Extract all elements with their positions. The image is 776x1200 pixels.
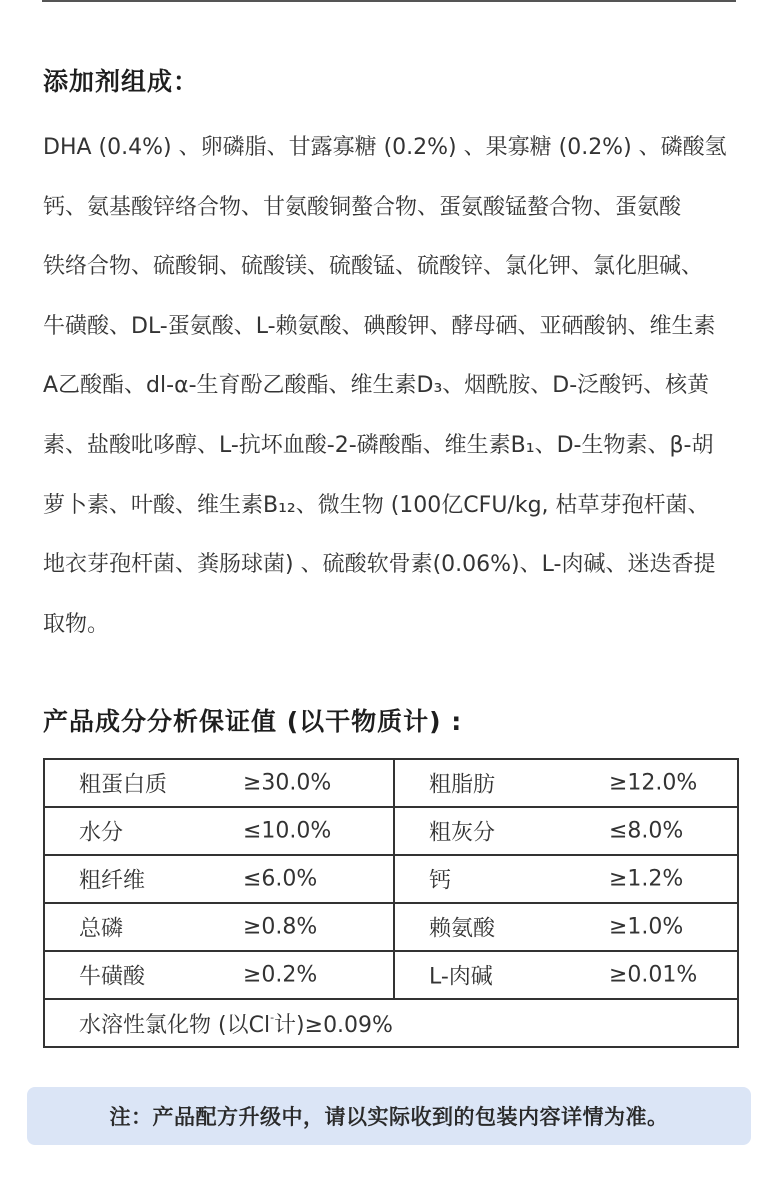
nutrient-value: ≤6.0%	[243, 866, 318, 892]
table-cell	[394, 759, 738, 807]
notice-text: 注：产品配方升级中，请以实际收到的包装内容详情为准。	[109, 1105, 669, 1129]
analysis-title: 产品成分分析保证值 (以干物质计) :	[43, 707, 463, 736]
additives-title: 添加剂组成：	[43, 67, 200, 96]
additives-line: 钙、氨基酸锌络合物、甘氨酸铜螯合物、蛋氨酸锰螯合物、蛋氨酸	[43, 194, 682, 220]
additives-line: 素、盐酸吡哆醇、L-抗坏血酸-2-磷酸酯、维生素B₁、D-生物素、β-胡	[43, 432, 714, 458]
nutrient-name: 钙	[429, 868, 452, 894]
top-divider	[42, 0, 736, 2]
table-row	[44, 951, 738, 999]
nutrient-name: L-肉碱	[429, 964, 493, 990]
additives-line: A乙酸酯、dl-α-生育酚乙酸酯、维生素D₃、烟酰胺、D-泛酸钙、核黄	[43, 373, 710, 399]
nutrient-value: ≥1.0%	[609, 914, 684, 940]
chloride-superscript: -	[270, 1010, 275, 1024]
additives-line: 铁络合物、硫酸铜、硫酸镁、硫酸锰、硫酸锌、氯化钾、氯化胆碱、	[43, 254, 704, 280]
nutrient-value: ≥0.01%	[609, 962, 698, 988]
nutrient-name: 牛磺酸	[79, 964, 146, 990]
table-row	[44, 855, 738, 903]
table-cell	[44, 759, 394, 807]
nutrient-value: ≥0.2%	[243, 962, 318, 988]
nutrient-value: ≥30.0%	[243, 770, 332, 796]
additives-line: DHA (0.4%) 、卵磷脂、甘露寡糖 (0.2%) 、果寡糖 (0.2%) 、磷酸氢	[43, 135, 727, 160]
nutrient-value: ≤8.0%	[609, 818, 684, 844]
nutrient-value: ≥1.2%	[609, 866, 684, 892]
chloride-suffix: 计)≥0.09%	[274, 1012, 393, 1038]
nutrient-name: 赖氨酸	[429, 916, 496, 942]
table-cell	[394, 807, 738, 855]
additives-line: 萝卜素、叶酸、维生素B₁₂、微生物 (100亿CFU/kg, 枯草芽孢杆菌、	[43, 492, 710, 518]
nutrient-value: ≥0.8%	[243, 914, 318, 940]
table-cell	[44, 807, 394, 855]
chloride-cell	[44, 999, 738, 1047]
nutrient-name: 粗灰分	[429, 820, 496, 846]
additives-list	[43, 118, 738, 654]
nutrient-name: 粗蛋白质	[79, 772, 168, 798]
table-cell	[44, 951, 394, 999]
analysis-table	[43, 758, 739, 1048]
additives-line: 牛磺酸、DL-蛋氨酸、L-赖氨酸、碘酸钾、酵母硒、亚硒酸钠、维生素	[43, 313, 716, 339]
nutrient-name: 粗脂肪	[429, 772, 496, 798]
table-cell	[44, 903, 394, 951]
table-cell	[394, 903, 738, 951]
table-row	[44, 903, 738, 951]
nutrient-name: 水分	[79, 820, 124, 846]
table-row	[44, 999, 738, 1047]
notice-banner	[27, 1087, 751, 1145]
table-cell	[44, 855, 394, 903]
table-row	[44, 807, 738, 855]
table-cell	[394, 951, 738, 999]
additives-line: 取物。	[43, 611, 110, 637]
chloride-prefix: 水溶性氯化物 (以Cl	[79, 1012, 271, 1038]
nutrient-name: 总磷	[79, 916, 124, 942]
nutrient-value: ≤10.0%	[243, 818, 332, 844]
additives-line: 地衣芽孢杆菌、粪肠球菌) 、硫酸软骨素(0.06%)、L-肉碱、迷迭香提	[43, 552, 716, 578]
nutrient-value: ≥12.0%	[609, 770, 698, 796]
table-cell	[394, 855, 738, 903]
nutrient-name: 粗纤维	[79, 868, 146, 894]
table-row	[44, 759, 738, 807]
